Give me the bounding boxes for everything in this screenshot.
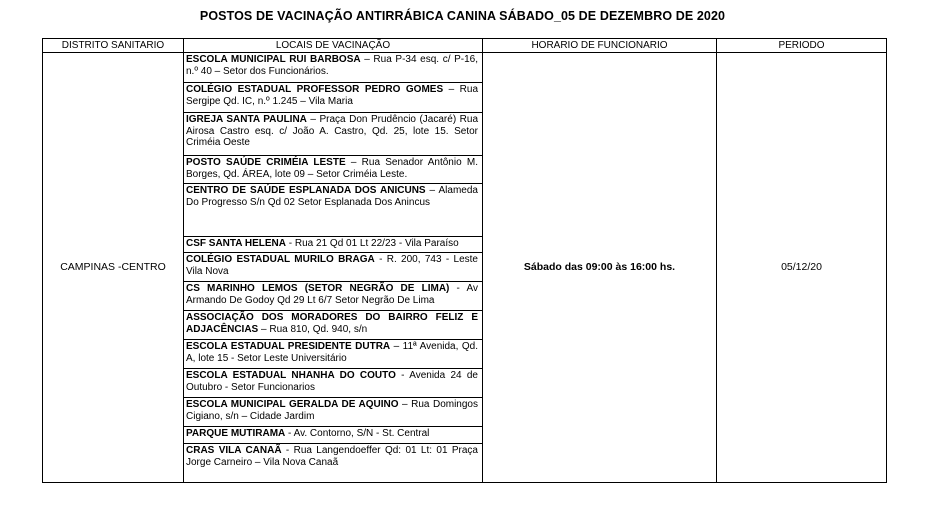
header-row [43, 39, 887, 53]
location-entry [184, 237, 482, 253]
locations-list [184, 53, 482, 482]
location-name: ESCOLA MUNICIPAL RUI BARBOSA [186, 54, 361, 65]
location-address: – 11ª Avenida, Qd. A, lote 15 - Setor Leste Universitário [186, 341, 478, 364]
location-entry [184, 156, 482, 184]
list-item [184, 340, 482, 369]
list-item [184, 253, 482, 282]
location-entry [184, 83, 482, 113]
list-item [184, 398, 482, 427]
location-address: – Rua Domingos Cigiano, s/n – Cidade Jardim [186, 399, 478, 422]
location-name: PARQUE MUTIRAMA [186, 428, 286, 439]
location-address: – Rua Sergipe Qd. IC, n.º 1.245 – Vila Maria [186, 84, 479, 107]
location-address: - Rua Langendoeffer Qd: 01 Lt: 01 Praça Jorge Carneiro – Vila Nova Canaã [186, 445, 478, 468]
location-name: ESCOLA ESTADUAL NHANHA DO COUTO [186, 370, 396, 381]
list-item [184, 184, 482, 237]
location-address: – Alameda Do Progresso S/n Qd 02 Setor Esplanada Dos Anincus [186, 185, 478, 208]
page-title: POSTOS DE VACINAÇÃO ANTIRRÁBICA CANINA SÁBADO_05 DE DEZEMBRO DE 2020 [199, 9, 726, 23]
list-item [184, 282, 482, 311]
locations-cell [184, 53, 483, 483]
location-address: – Rua 810, Qd. 940, s/n [258, 323, 368, 335]
location-entry [184, 253, 482, 282]
location-entry [184, 369, 482, 398]
list-item [184, 237, 482, 253]
location-name: CENTRO DE SAÚDE ESPLANADA DOS ANICUNS [186, 185, 426, 196]
location-address: – Rua Senador Antônio M. Borges, Qd. ÁREA, lote 09 – Setor Criméia Leste. [186, 157, 478, 180]
list-item [184, 369, 482, 398]
header-period: PERIODO [717, 39, 887, 53]
location-entry [184, 444, 482, 483]
list-item [184, 427, 482, 444]
location-address: - Avenida 24 de Outubro - Setor Funcionarios [186, 370, 478, 393]
district-cell: CAMPINAS -CENTRO [43, 53, 184, 483]
list-item [184, 311, 482, 340]
location-address: – Praça Don Prudêncio (Jacaré) Rua Airosa Castro esq. c/ João A. Castro, Qd. 25, lote 15. Setor Criméia Oeste [186, 114, 479, 148]
location-name: POSTO SAÚDE CRIMÉIA LESTE [186, 157, 346, 168]
vaccination-table [42, 38, 887, 483]
location-entry [184, 340, 482, 369]
location-name: COLÉGIO ESTADUAL MURILO BRAGA [186, 254, 375, 265]
location-name: ESCOLA MUNICIPAL GERALDA DE AQUINO [186, 399, 399, 410]
location-address: - Av. Contorno, S/N - St. Central [285, 428, 430, 439]
period-cell: 05/12/20 [717, 53, 887, 483]
header-locations: LOCAIS DE VACINAÇÃO [184, 39, 483, 53]
list-item [184, 156, 482, 184]
location-name: ESCOLA ESTADUAL PRESIDENTE DUTRA [186, 341, 391, 352]
location-entry [184, 113, 482, 156]
list-item [184, 53, 482, 83]
location-entry [184, 53, 482, 83]
header-district: DISTRITO SANITARIO [43, 39, 184, 53]
location-name: COLÉGIO ESTADUAL PROFESSOR PEDRO GOMES [186, 84, 444, 95]
location-name: CRAS VILA CANAÃ [186, 445, 282, 456]
location-address: – Rua P-34 esq. c/ P-16, n.º 40 – Setor dos Funcionários. [186, 54, 479, 77]
list-item [184, 113, 482, 156]
location-address: - Rua 21 Qd 01 Lt 22/23 - Vila Paraíso [286, 238, 459, 249]
table-row [43, 53, 887, 483]
location-entry [184, 184, 482, 237]
header-hours: HORARIO DE FUNCIONARIO [483, 39, 717, 53]
location-name: CSF SANTA HELENA [186, 238, 286, 249]
location-name: CS MARINHO LEMOS (SETOR NEGRÃO DE LIMA) [186, 283, 450, 294]
location-entry [184, 282, 482, 311]
list-item [184, 83, 482, 113]
list-item [184, 444, 482, 483]
location-entry [184, 398, 482, 427]
location-entry [184, 311, 482, 340]
location-address: - R. 200, 743 - Leste Vila Nova [186, 254, 478, 277]
hours-cell: Sábado das 09:00 às 16:00 hs. [483, 53, 717, 483]
location-address: - Av Armando De Godoy Qd 29 Lt 6/7 Setor Negrão De Lima [186, 283, 478, 306]
location-name: ASSOCIAÇÃO DOS MORADORES DO BAIRRO FELIZ E ADJACÊNCIAS [186, 312, 478, 335]
location-entry [184, 427, 482, 444]
location-name: IGREJA SANTA PAULINA [186, 114, 307, 125]
